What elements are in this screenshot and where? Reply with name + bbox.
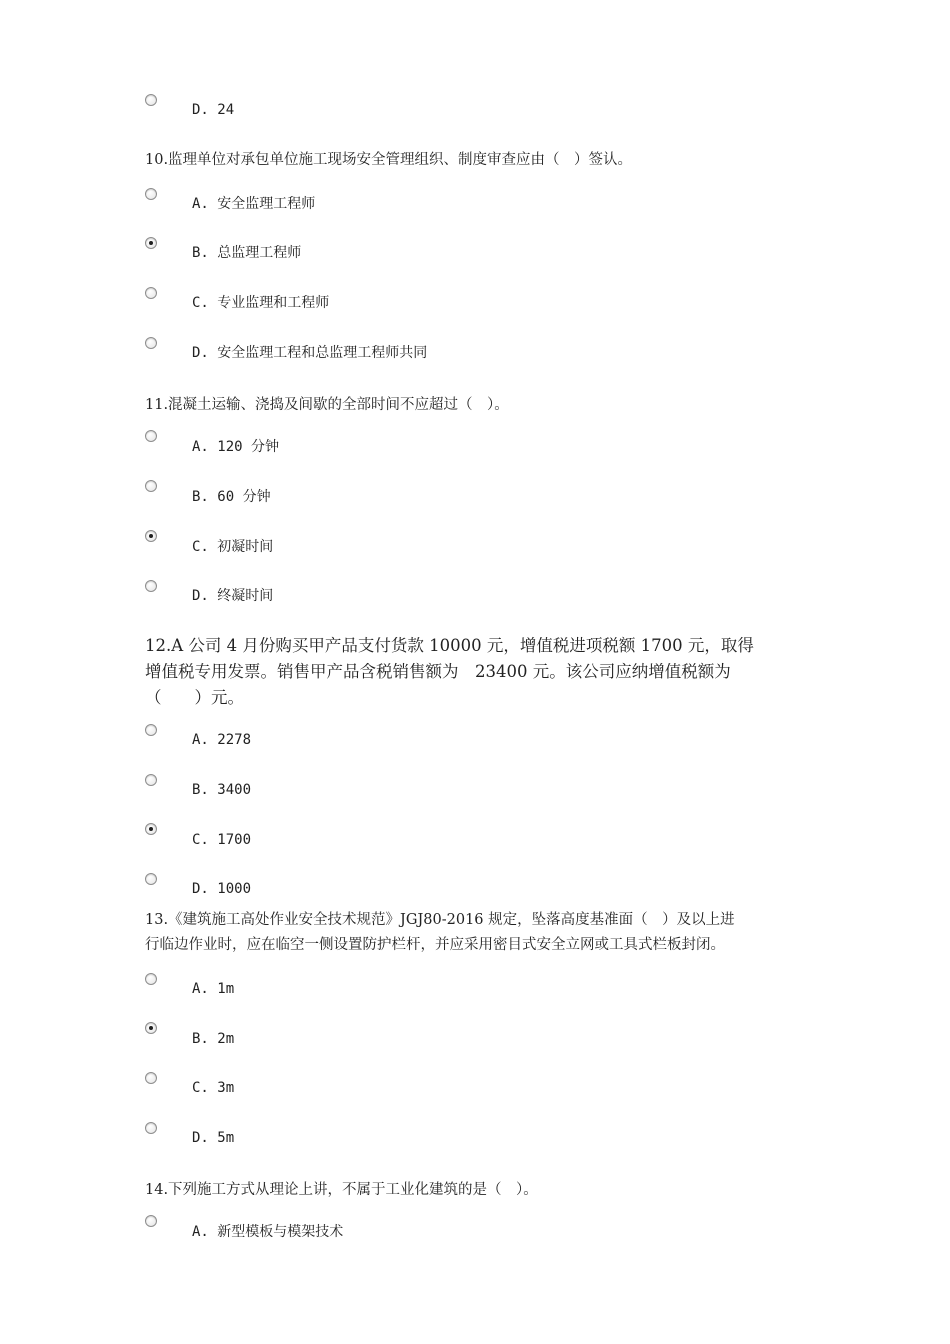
q10-option-d-radio[interactable] (145, 337, 157, 349)
q12-option-a-label: A. 2278 (192, 732, 252, 748)
q13-option-a-radio[interactable] (145, 973, 157, 985)
q9-option-d-radio[interactable] (145, 94, 157, 106)
q14-option-a-radio[interactable] (145, 1215, 157, 1227)
q12-option-d-label: D. 1000 (192, 881, 252, 897)
q10-option-c-radio[interactable] (145, 287, 157, 299)
q11-stem: 11.混凝土运输、浇捣及间歇的全部时间不应超过（ ）。 (145, 397, 509, 413)
q11-option-b-radio[interactable] (145, 480, 157, 492)
q11-option-c-radio[interactable] (145, 530, 157, 542)
q12-option-b-label: B. 3400 (192, 782, 252, 798)
q12-option-c-label: C. 1700 (192, 832, 252, 848)
q12-option-a-radio[interactable] (145, 724, 157, 736)
q11-option-d-radio[interactable] (145, 580, 157, 592)
q12-option-d-radio[interactable] (145, 873, 157, 885)
q12-stem-line-1: 12.A 公司 4 月份购买甲产品支付货款 10000 元，增值税进项税额 1700 元，取得 (145, 636, 754, 655)
q10-option-a-label: A. 安全监理工程师 (192, 196, 316, 212)
q13-stem-line-2: 行临边作业时，应在临空一侧设置防护栏杆，并应采用密目式安全立网或工具式栏板封闭。 (145, 937, 725, 953)
q12-option-b-radio[interactable] (145, 774, 157, 786)
q12-option-c-radio[interactable] (145, 823, 157, 835)
q10-option-a-radio[interactable] (145, 188, 157, 200)
q11-option-a-radio[interactable] (145, 430, 157, 442)
q13-option-b-label: B. 2m (192, 1031, 235, 1047)
q10-option-d-label: D. 安全监理工程和总监理工程师共同 (192, 345, 428, 361)
q11-option-c-label: C. 初凝时间 (192, 539, 274, 555)
q13-option-d-label: D. 5m (192, 1130, 235, 1146)
q12-stem-line-2: 增值税专用发票。销售甲产品含税销售额为 23400 元。该公司应纳增值税额为 (145, 662, 731, 681)
q13-option-c-radio[interactable] (145, 1072, 157, 1084)
q12-stem-line-3: （ ）元。 (145, 688, 244, 707)
q13-option-a-label: A. 1m (192, 981, 235, 997)
q10-option-b-label: B. 总监理工程师 (192, 245, 302, 261)
q11-option-b-label: B. 60 分钟 (192, 489, 271, 505)
q10-option-b-radio[interactable] (145, 237, 157, 249)
q9-option-d-label: D. 24 (192, 102, 235, 118)
q10-option-c-label: C. 专业监理和工程师 (192, 295, 330, 311)
q10-stem: 10.监理单位对承包单位施工现场安全管理组织、制度审查应由（ ）签认。 (145, 152, 633, 168)
q13-stem-line-1: 13.《建筑施工高处作业安全技术规范》JGJ80-2016 规定，坠落高度基准面（ ）及以上进 (145, 912, 735, 928)
q13-option-b-radio[interactable] (145, 1022, 157, 1034)
q14-stem: 14.下列施工方式从理论上讲，不属于工业化建筑的是（ ）。 (145, 1182, 538, 1198)
q11-option-a-label: A. 120 分钟 (192, 439, 280, 455)
q13-option-c-label: C. 3m (192, 1080, 235, 1096)
q11-option-d-label: D. 终凝时间 (192, 588, 274, 604)
q13-option-d-radio[interactable] (145, 1122, 157, 1134)
q14-option-a-label: A. 新型模板与模架技术 (192, 1224, 344, 1240)
